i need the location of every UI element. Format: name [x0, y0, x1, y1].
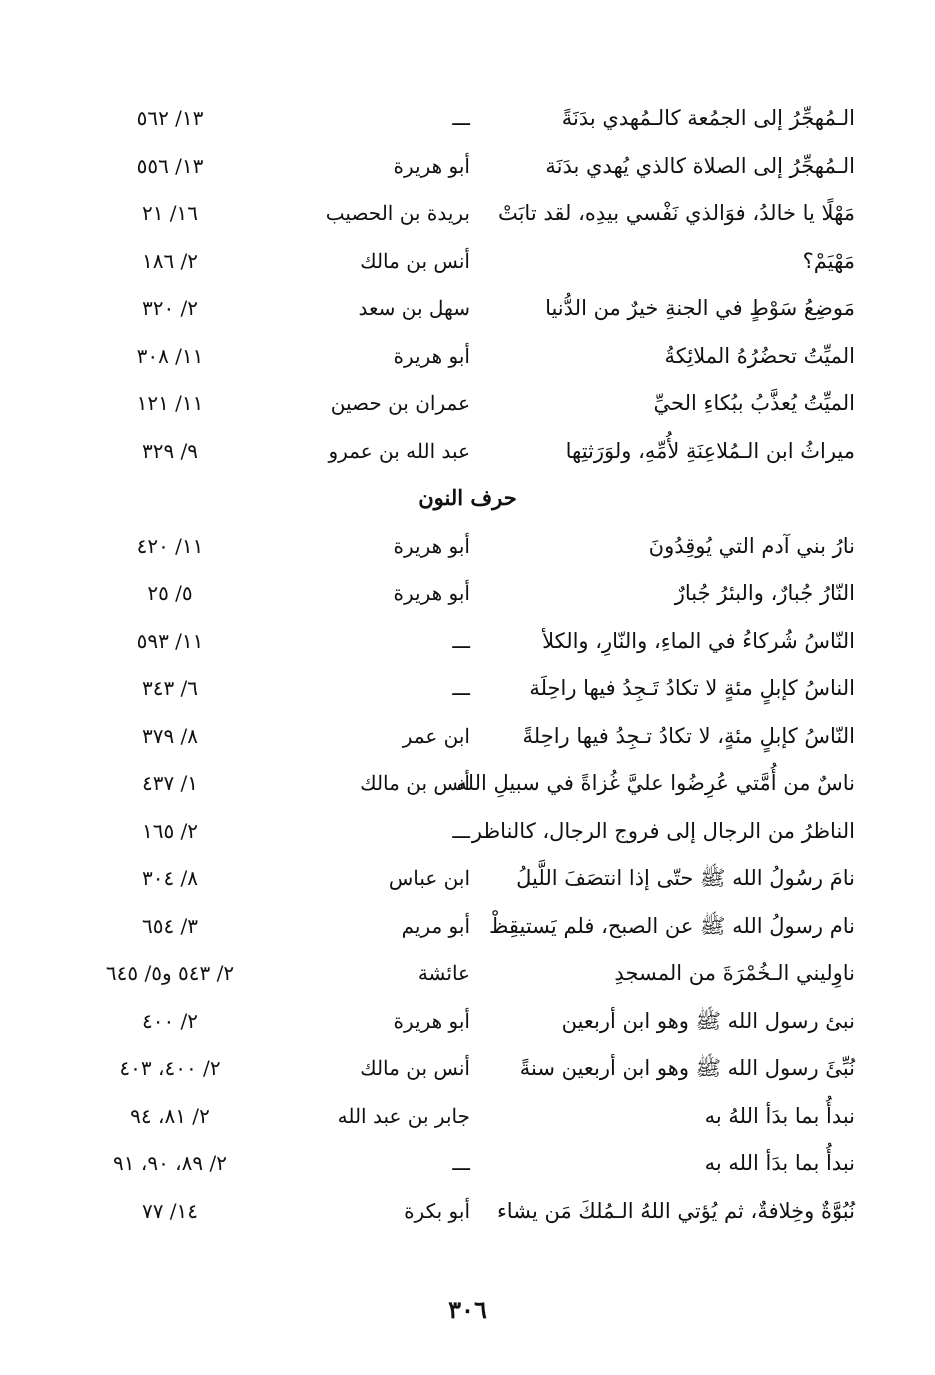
- hadith-index-list: [0, 95, 935, 1235]
- list-item: [0, 190, 935, 238]
- volume-page-reference: ٨/ ٣٠٤: [141, 866, 199, 890]
- narrator-name: أبو هريرة: [393, 1008, 470, 1033]
- narrator-name: ـــ: [452, 1151, 470, 1175]
- list-item: [0, 665, 935, 713]
- hadith-text: ناسٌ من أُمَّتي عُرِضُوا عليَّ غُزاةً في سبيلِ الله: [456, 771, 855, 795]
- list-item: [0, 1140, 935, 1188]
- list-item: [0, 285, 935, 333]
- list-item: [0, 333, 935, 381]
- volume-page-reference: ٢/ ٨١، ٩٤: [130, 1103, 210, 1128]
- narrator-name: أبو بكرة: [404, 1198, 470, 1223]
- volume-page-reference: ٥/ ٢٥: [147, 581, 193, 605]
- list-item: [0, 903, 935, 951]
- section-heading: [0, 475, 935, 523]
- list-item: [0, 143, 935, 191]
- list-item: [0, 760, 935, 808]
- narrator-name: عمران بن حصين: [330, 391, 470, 415]
- section-heading-text: حرف النون: [418, 485, 517, 510]
- volume-page-reference: ٦/ ٣٤٣: [141, 676, 199, 700]
- volume-page-reference: ٣/ ٦٥٤: [141, 913, 199, 938]
- narrator-name: ـــ: [452, 106, 470, 130]
- volume-page-reference: ٨/ ٣٧٩: [141, 723, 199, 748]
- list-item: [0, 998, 935, 1046]
- hadith-text: الـمُهجِّرُ إلى الجمُعة كالـمُهدي بدَنَةً: [561, 106, 855, 130]
- narrator-name: أبو هريرة: [393, 343, 470, 368]
- hadith-text: نامَ رسُولُ الله ﷺ حتّى إذا انتصَفَ اللَّيلُ: [516, 866, 855, 890]
- hadith-text: الناظرُ من الرجال إلى فروج الرجال، كالناظر: [471, 818, 855, 843]
- list-item: [0, 380, 935, 428]
- narrator-name: أبو هريرة: [393, 153, 470, 178]
- volume-page-reference: ١١/ ٣٠٨: [136, 343, 204, 368]
- list-item: [0, 523, 935, 571]
- list-item: [0, 950, 935, 998]
- hadith-text: نارُ بني آدم التي يُوقِدُونَ: [648, 533, 855, 558]
- volume-page-reference: ١٣/ ٥٦٢: [136, 106, 204, 130]
- volume-page-reference: ٢/ ٤٠٠: [141, 1008, 199, 1033]
- hadith-text: مَهْلًا يا خالدُ، فوَالذي نَفْسي بيدِه، لقد تابَتْ: [497, 201, 855, 225]
- narrator-name: بريدة بن الحصيب: [325, 201, 470, 225]
- hadith-text: نُبِّئَ رسول الله ﷺ وهو ابن أربعين سنةً: [519, 1056, 855, 1080]
- narrator-name: عبد الله بن عمرو: [328, 438, 470, 463]
- narrator-name: ـــ: [452, 628, 470, 653]
- volume-page-reference: ٢/ ١٨٦: [141, 248, 199, 273]
- volume-page-reference: ٢/ ١٦٥: [141, 818, 199, 843]
- volume-page-reference: ١٤/ ٧٧: [141, 1198, 199, 1223]
- volume-page-reference: ١١/ ١٢١: [136, 391, 204, 415]
- hadith-text: الناسُ كإبلٍ مئةٍ لا تكادُ تَـجِدُ فيها راحِلَة: [529, 676, 855, 700]
- volume-page-reference: ٩/ ٣٢٩: [141, 438, 199, 463]
- narrator-name: أبو هريرة: [393, 533, 470, 558]
- list-item: [0, 713, 935, 761]
- narrator-name: ابن عمر: [402, 723, 470, 748]
- hadith-text: الميِّتُ يُعذَّبُ ببُكاءِ الحيِّ: [653, 391, 855, 415]
- list-item: [0, 1188, 935, 1236]
- hadith-text: الميِّتُ تحضُرُهُ الملائِكةُ: [664, 343, 855, 368]
- hadith-text: مَهْيَمْ؟: [802, 248, 855, 273]
- list-item: [0, 1045, 935, 1093]
- hadith-text: مَوضِعُ سَوْطٍ في الجنةِ خيرٌ من الدُّنيا: [545, 296, 855, 320]
- narrator-name: ابن عباس: [388, 866, 470, 890]
- narrator-name: جابر بن عبد الله: [337, 1103, 470, 1128]
- volume-page-reference: ٢/ ٥٤٣ و٥/ ٦٤٥: [105, 961, 235, 985]
- volume-page-reference: ٢/ ٨٩، ٩٠، ٩١: [113, 1151, 227, 1175]
- volume-page-reference: ٢/ ٣٢٠: [141, 296, 199, 320]
- hadith-text: ناوِليني الـخُمْرَةَ من المسجدِ: [614, 961, 855, 985]
- hadith-text: نام رسولُ الله ﷺ عن الصبح، فلم يَستيقِظْ: [488, 913, 855, 938]
- list-item: [0, 618, 935, 666]
- narrator-name: أنس بن مالك: [360, 771, 470, 795]
- volume-page-reference: ١٦/ ٢١: [141, 201, 199, 225]
- hadith-text: النّاسُ كإبلٍ مئةٍ، لا تكادُ تـجِدُ فيها راحِلةً: [522, 723, 855, 748]
- narrator-name: أنس بن مالك: [360, 248, 470, 273]
- list-item: [0, 95, 935, 143]
- hadith-text: ميراثُ ابن الـمُلاعِنَةِ لأُمِّهِ، ولوَرَثتِها: [565, 438, 855, 463]
- volume-page-reference: ٢/ ٤٠٠، ٤٠٣: [119, 1056, 221, 1080]
- hadith-text: النّارُ جُبارٌ، والبئرُ جُبارٌ: [674, 581, 855, 605]
- page-number: ٣٠٦: [448, 1295, 487, 1324]
- narrator-name: أبو مريم: [401, 913, 470, 938]
- list-item: [0, 238, 935, 286]
- narrator-name: عائشة: [417, 961, 470, 985]
- hadith-text: النّاسُ شُركاءُ في الماءِ، والنّارِ، والكلأ: [542, 628, 855, 653]
- list-item: [0, 570, 935, 618]
- list-item: [0, 808, 935, 856]
- narrator-name: أنس بن مالك: [360, 1056, 470, 1080]
- volume-page-reference: ١١/ ٤٢٠: [136, 533, 204, 558]
- narrator-name: ـــ: [452, 818, 470, 843]
- hadith-text: نبئ رسول الله ﷺ وهو ابن أربعين: [561, 1008, 855, 1033]
- narrator-name: ـــ: [452, 676, 470, 700]
- hadith-text: نُبُوَّةٌ وخِلافةٌ، ثم يُؤتي اللهُ الـمُلكَ مَن يشاء: [496, 1198, 855, 1223]
- volume-page-reference: ١٣/ ٥٥٦: [136, 153, 204, 178]
- list-item: [0, 1093, 935, 1141]
- narrator-name: سهل بن سعد: [358, 296, 470, 320]
- list-item: [0, 855, 935, 903]
- list-item: [0, 428, 935, 476]
- volume-page-reference: ١/ ٤٣٧: [141, 771, 199, 795]
- narrator-name: أبو هريرة: [393, 581, 470, 605]
- hadith-text: نبدأُ بما بدَأ الله به: [704, 1151, 855, 1175]
- hadith-text: نبدأُ بما بدَأ اللهُ به: [704, 1103, 855, 1128]
- hadith-text: الـمُهجِّرُ إلى الصلاة كالذي يُهدي بدَنَة: [545, 153, 855, 178]
- volume-page-reference: ١١/ ٥٩٣: [136, 628, 204, 653]
